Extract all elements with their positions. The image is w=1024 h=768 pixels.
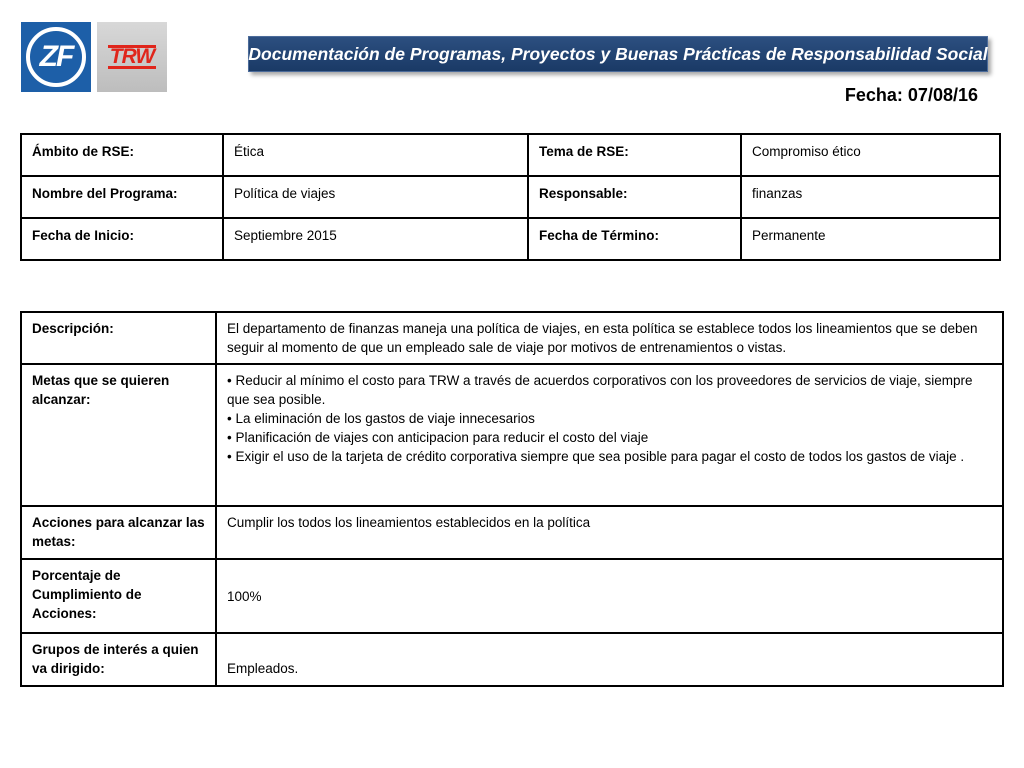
table-row xyxy=(21,176,1000,218)
document-date: Fecha: 07/08/16 xyxy=(844,85,978,105)
tema-label: Tema de RSE: xyxy=(528,134,741,176)
table-row xyxy=(21,312,1003,364)
acciones-label: Acciones para alcanzar las metas: xyxy=(21,506,216,559)
inicio-label: Fecha de Inicio: xyxy=(21,218,223,260)
metas-item: • Reducir al mínimo el costo para TRW a través de acuerdos corporativos con los proveedores de servicios de viaje, siempre que sea posible. xyxy=(227,373,973,407)
termino-value: Permanente xyxy=(741,218,1000,260)
table-row xyxy=(21,134,1000,176)
termino-label: Fecha de Término: xyxy=(528,218,741,260)
table-row xyxy=(21,364,1003,506)
acciones-value: Cumplir los todos los lineamientos establecidos en la política xyxy=(216,506,1003,559)
inicio-value: Septiembre 2015 xyxy=(223,218,528,260)
descripcion-value: El departamento de finanzas maneja una política de viajes, en esta política se establece todos los lineamientos que se deben seguir al momento de que un empleado sale de viaje por motivos de entrenamientos o vistas. xyxy=(216,312,1003,364)
grupos-label: Grupos de interés a quien va dirigido: xyxy=(21,633,216,686)
trw-logo xyxy=(97,22,167,92)
table-row xyxy=(21,218,1000,260)
metas-item: • Exigir el uso de la tarjeta de crédito corporativa siempre que sea posible para pagar el costo de todos los gastos de viaje . xyxy=(227,449,965,464)
programa-label: Nombre del Programa: xyxy=(21,176,223,218)
document-title-banner: Documentación de Programas, Proyectos y Buenas Prácticas de Responsabilidad Social xyxy=(248,36,988,72)
metas-item: • Planificación de viajes con anticipacion para reducir el costo del viaje xyxy=(227,430,649,445)
responsable-label: Responsable: xyxy=(528,176,741,218)
program-detail-table xyxy=(20,311,1004,687)
grupos-value: Empleados. xyxy=(216,633,1003,686)
porcentaje-value: 100% xyxy=(216,559,1003,633)
metas-list xyxy=(216,364,1003,506)
table-row xyxy=(21,633,1003,686)
ambito-label: Ámbito de RSE: xyxy=(21,134,223,176)
programa-value: Política de viajes xyxy=(223,176,528,218)
table-row xyxy=(21,559,1003,633)
program-info-table xyxy=(20,133,1001,261)
trw-logo-text: TRW xyxy=(109,45,155,68)
metas-label: Metas que se quieren alcanzar: xyxy=(21,364,216,506)
descripcion-label: Descripción: xyxy=(21,312,216,364)
zf-logo-text: ZF xyxy=(26,27,86,87)
responsable-value: finanzas xyxy=(741,176,1000,218)
tema-value: Compromiso ético xyxy=(741,134,1000,176)
porcentaje-label: Porcentaje de Cumplimiento de Acciones: xyxy=(21,559,216,633)
table-row xyxy=(21,506,1003,559)
zf-logo xyxy=(21,22,91,92)
ambito-value: Ética xyxy=(223,134,528,176)
metas-item: • La eliminación de los gastos de viaje innecesarios xyxy=(227,411,535,426)
